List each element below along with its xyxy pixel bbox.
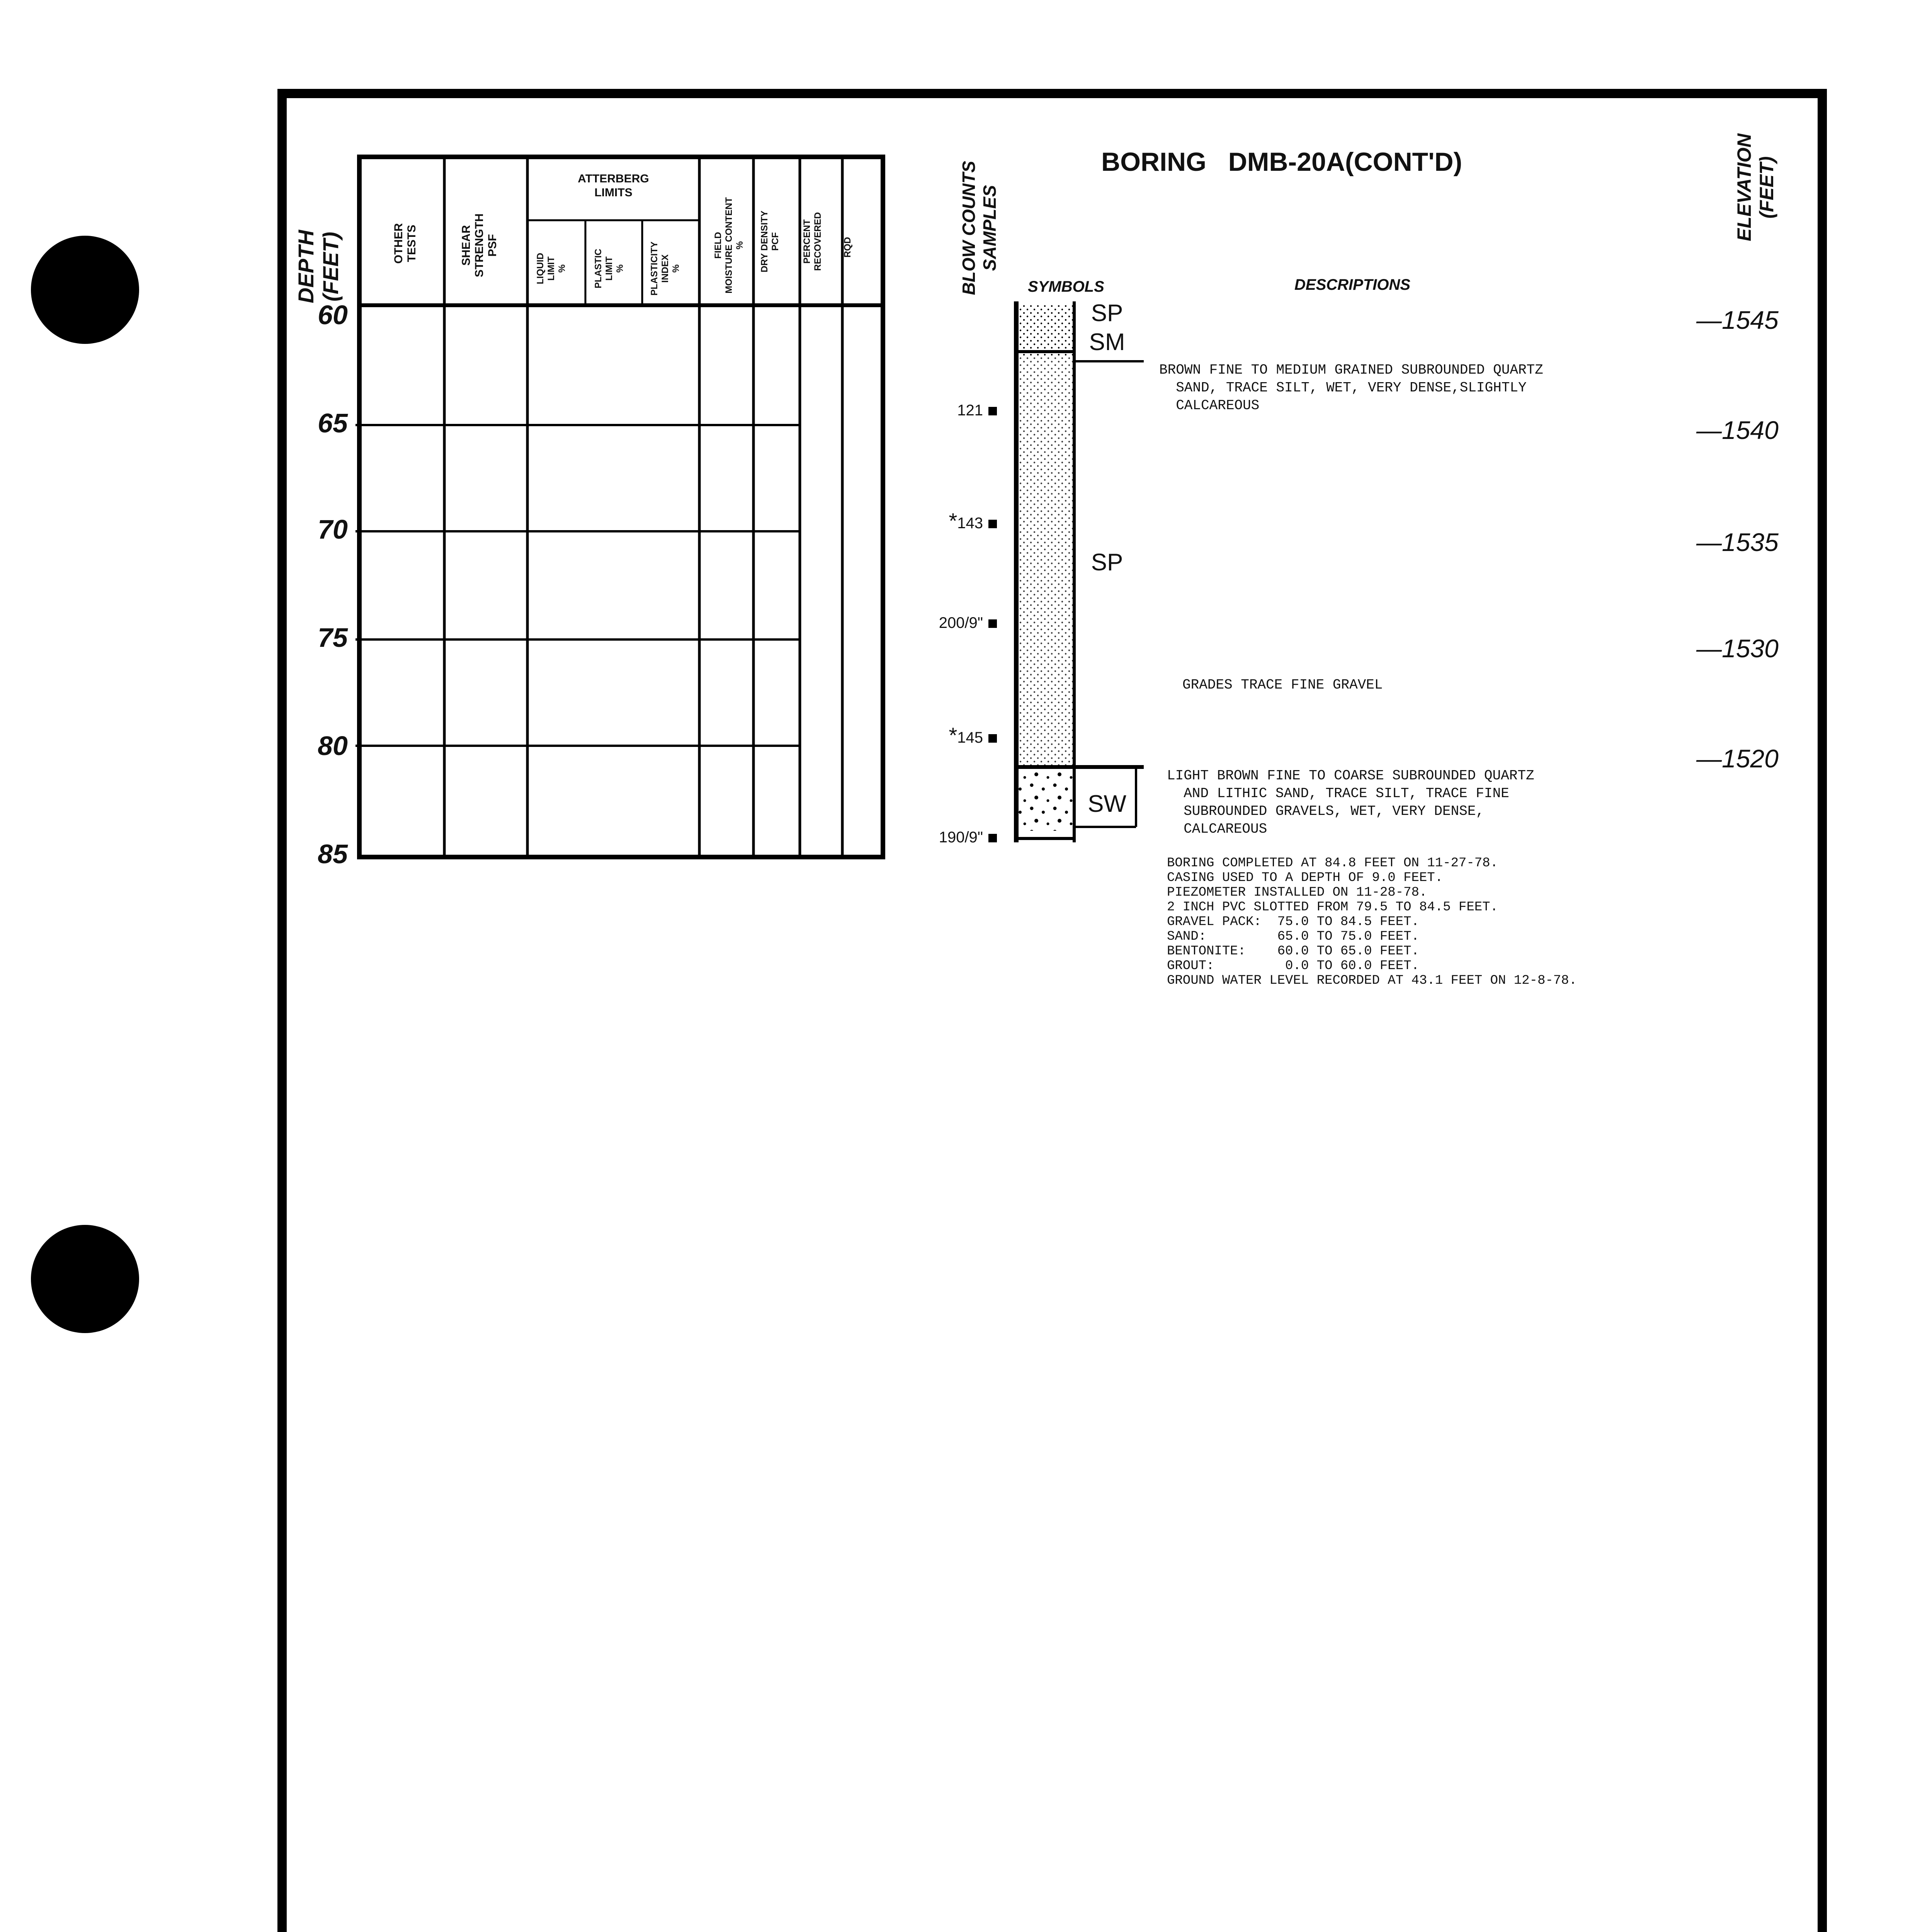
- uscs-top-sm: SM: [1089, 329, 1125, 355]
- binder-hole-top: [31, 236, 139, 344]
- description-light-brown-sand: LIGHT BROWN FINE TO COARSE SUBROUNDED QUARTZ AND LITHIC SAND, TRACE SILT, TRACE FINE SUBROUNDED GRAVELS, WET, VERY DENSE, CALCAREOUS: [1167, 768, 1534, 837]
- elevation-tick: —1530: [1696, 634, 1779, 663]
- blow-count: *143: [908, 508, 997, 533]
- elevation-tick: —1545: [1696, 306, 1779, 334]
- uscs-bottom-sw: SW: [1088, 791, 1126, 817]
- depth-axis-label: DEPTH (FEET): [294, 230, 343, 303]
- elevation-tick: —1520: [1696, 744, 1779, 773]
- boring-title: BORING DMB-20A(CONT'D): [1101, 147, 1463, 177]
- blow-count: *145: [908, 723, 997, 748]
- boring-notes: BORING COMPLETED AT 84.8 FEET ON 11-27-78. CASING USED TO A DEPTH OF 9.0 FEET. PIEZOMETER INSTALLED ON 11-28-78. 2 INCH PVC SLOTTED FROM 79.5 TO 84.5 FEET. GRAVEL PACK: 75.0 TO 84.5 FEET. SAND: 65.0 TO 75.0 FEET. BENTONITE: 60.0 TO 65.0 FEET. GROUT: 0.0 TO 60.0 FEET. GROUND WATER LEVEL RECORDED AT 43.1 FEET ON 12-8-78.: [1167, 856, 1577, 988]
- depth-tick: 75: [318, 622, 348, 653]
- col-plasticity-index: PLASTICITY INDEX %: [649, 242, 681, 296]
- description-brown-sand: BROWN FINE TO MEDIUM GRAINED SUBROUNDED QUARTZ SAND, TRACE SILT, WET, VERY DENSE,SLIGHTLY CALCAREOUS: [1159, 362, 1543, 413]
- col-percent-recovered: PERCENT RECOVERED: [802, 212, 823, 271]
- descriptions-header: DESCRIPTIONS: [1294, 276, 1411, 293]
- binder-hole-middle: [31, 1225, 139, 1333]
- col-plastic-limit: PLASTIC LIMIT %: [593, 248, 625, 289]
- blow-counts-label: BLOW COUNTS SAMPLES: [959, 161, 1000, 295]
- elevation-tick: —1535: [1696, 528, 1779, 556]
- col-shear-strength: SHEAR STRENGTH PSF: [460, 213, 499, 277]
- col-rqd: RQD: [842, 237, 853, 258]
- uscs-top-sp: SP: [1091, 300, 1123, 327]
- symbols-header: SYMBOLS: [1028, 278, 1104, 295]
- elevation-tick: —1540: [1696, 416, 1779, 444]
- depth-tick: 80: [318, 731, 348, 761]
- depth-tick: 65: [318, 408, 348, 438]
- depth-tick: 70: [318, 514, 348, 544]
- blow-count: 200/9": [908, 614, 997, 632]
- depth-tick: 60: [318, 300, 348, 330]
- col-liquid-limit: LIQUID LIMIT %: [535, 253, 567, 284]
- col-field-moisture: FIELD MOISTURE CONTENT %: [713, 197, 745, 294]
- col-dry-density: DRY DENSITY PCF: [759, 210, 781, 273]
- description-grades-gravel: GRADES TRACE FINE GRAVEL: [1182, 677, 1383, 693]
- depth-tick: 85: [318, 839, 348, 869]
- col-atterberg-limits: ATTERBERG LIMITS: [578, 172, 649, 199]
- elevation-axis-label: ELEVATION (FEET): [1733, 133, 1777, 242]
- col-other-tests: OTHER TESTS: [392, 223, 418, 264]
- blow-count: 121: [908, 402, 997, 419]
- uscs-middle-sp: SP: [1091, 549, 1123, 576]
- blow-count: 190/9": [908, 829, 997, 846]
